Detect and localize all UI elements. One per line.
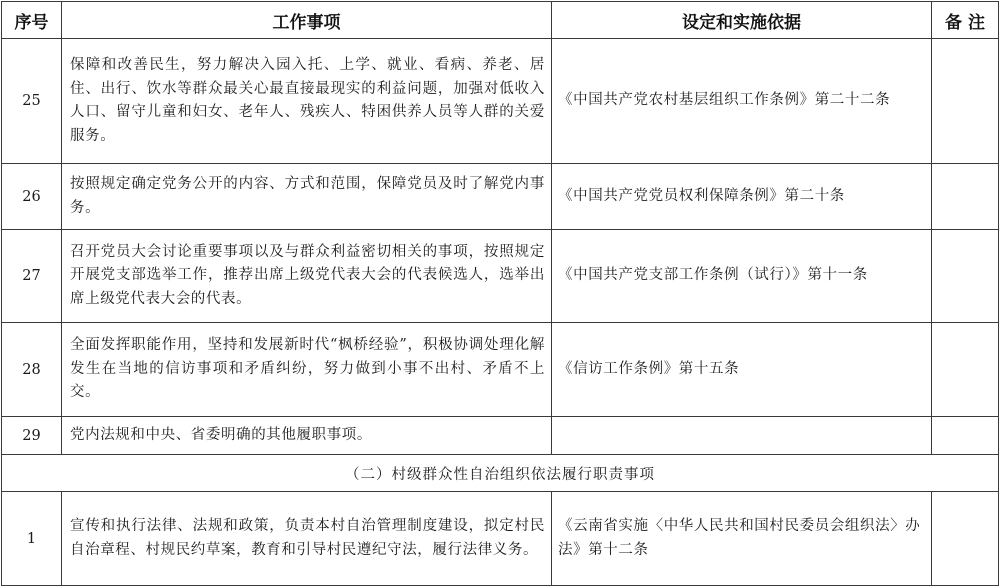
duty-table xyxy=(1,1,999,586)
row-seq: 27 xyxy=(2,230,62,323)
table-row xyxy=(2,417,999,455)
row-remark xyxy=(932,230,999,323)
table-row xyxy=(2,323,999,417)
table-row xyxy=(2,230,999,323)
row-item: 宣传和执行法律、法规和政策，负责本村自治管理制度建设，拟定村民自治章程、村规民约草案，教育和引导村民遵纪守法，履行法律义务。 xyxy=(62,492,552,586)
header-item: 工作事项 xyxy=(62,2,552,39)
table-row xyxy=(2,164,999,230)
row-remark xyxy=(932,323,999,417)
header-seq: 序号 xyxy=(2,2,62,39)
row-remark xyxy=(932,492,999,586)
row-seq: 1 xyxy=(2,492,62,586)
row-remark xyxy=(932,39,999,164)
table-row xyxy=(2,39,999,164)
row-seq: 28 xyxy=(2,323,62,417)
row-item: 全面发挥职能作用，坚持和发展新时代“枫桥经验”，积极协调处理化解发生在当地的信访事项和矛盾纠纷，努力做到小事不出村、矛盾不上交。 xyxy=(62,323,552,417)
row-remark xyxy=(932,417,999,455)
row-basis: 《中国共产党支部工作条例（试行）》第十一条 xyxy=(552,230,932,323)
header-basis: 设定和实施依据 xyxy=(552,2,932,39)
row-remark xyxy=(932,164,999,230)
table-header-row xyxy=(2,2,999,39)
row-basis: 《中国共产党农村基层组织工作条例》第二十二条 xyxy=(552,39,932,164)
table-row xyxy=(2,492,999,586)
header-remark: 备 注 xyxy=(932,2,999,39)
row-item: 保障和改善民生，努力解决入园入托、上学、就业、看病、养老、居住、出行、饮水等群众最关心最直接最现实的利益问题，加强对低收入人口、留守儿童和妇女、老年人、残疾人、特困供养人员等人群的关爱服务。 xyxy=(62,39,552,164)
row-item: 党内法规和中央、省委明确的其他履职事项。 xyxy=(62,417,552,455)
section-title: （二）村级群众性自治组织依法履行职责事项 xyxy=(2,455,999,492)
row-item: 按照规定确定党务公开的内容、方式和范围，保障党员及时了解党内事务。 xyxy=(62,164,552,230)
row-item: 召开党员大会讨论重要事项以及与群众利益密切相关的事项，按照规定开展党支部选举工作，推荐出席上级党代表大会的代表候选人，选举出席上级党代表大会的代表。 xyxy=(62,230,552,323)
row-basis: 《信访工作条例》第十五条 xyxy=(552,323,932,417)
row-seq: 29 xyxy=(2,417,62,455)
row-basis xyxy=(552,417,932,455)
row-basis: 《云南省实施〈中华人民共和国村民委员会组织法〉办法》第十二条 xyxy=(552,492,932,586)
row-seq: 26 xyxy=(2,164,62,230)
row-seq: 25 xyxy=(2,39,62,164)
section-row xyxy=(2,455,999,492)
row-basis: 《中国共产党党员权利保障条例》第二十条 xyxy=(552,164,932,230)
